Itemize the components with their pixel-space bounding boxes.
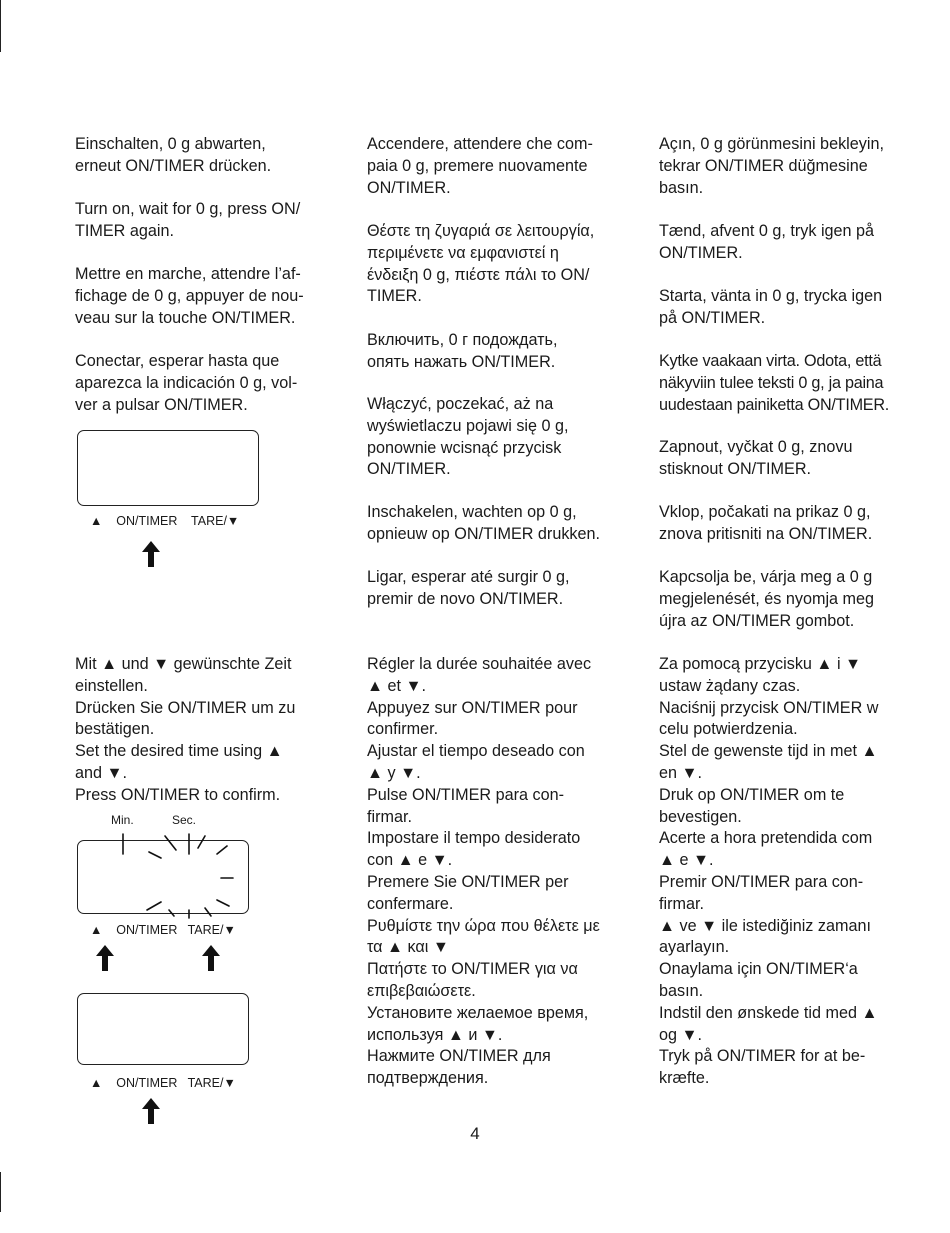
instruction-nl-turn-on: Inschakelen, wachten op 0 g, opnieuw op ON/TIMER drukken. <box>367 503 601 543</box>
crop-mark-bottom <box>0 1172 1 1212</box>
button-labels-1: ▲ ON/TIMER TARE/▼ <box>90 514 240 528</box>
lcd-display-3 <box>77 993 249 1065</box>
instruction-set-time-multi-2: Za pomocą przycisku ▲ i ▼ ustaw żądany czas. Naciśnij przycisk ON/TIMER w celu potwierdzenia. Stel de gewenste tijd in met ▲ en ▼. Druk op ON/TIMER om te bevestigen. Acerte a hora pretendida com ▲ e ▼. Premir ON/TIMER para con- firmar. ▲ ve ▼ ile istediğiniz zamanı ayarlayın. Onaylama için ON/TIMER‘a basın. Indstil den ønskede tid med ▲ og ▼. Tryk på ON/TIMER for at be- kræfte. <box>659 655 879 1088</box>
button-labels-2: ▲ ON/TIMER TARE/▼ <box>90 923 236 937</box>
instruction-pl-turn-on: Włączyć, poczekać, aż na wyświetlaczu pojawi się 0 g, ponownie wcisnąć przycisk ON/TIMER. <box>367 395 569 479</box>
arrow-up-icon <box>96 945 114 971</box>
page-number: 4 <box>470 1124 480 1143</box>
instruction-el-turn-on: Θέστε τη ζυγαριά σε λειτουργία, περιμένετε να εμφανιστεί η ένδειξη 0 g, πιέστε πάλι το ON/ TIMER. <box>367 222 595 306</box>
sec-label: Sec. <box>172 813 197 827</box>
instruction-sv-turn-on: Starta, vänta in 0 g, trycka igen på ON/TIMER. <box>659 287 883 327</box>
instruction-de-en-set-time: Mit ▲ und ▼ gewünschte Zeit einstellen. Drücken Sie ON/TIMER um zu bestätigen. Set the desired time using ▲ and ▼. Press ON/TIMER to confirm. <box>75 655 296 804</box>
instruction-en-turn-on: Turn on, wait for 0 g, press ON/ TIMER again. <box>75 200 301 240</box>
instruction-hu-turn-on: Kapcsolja be, várja meg a 0 g megjelenését, és nyomja meg újra az ON/TIMER gombot. <box>659 568 875 630</box>
instruction-de-turn-on: Einschalten, 0 g abwarten, erneut ON/TIMER drücken. <box>75 135 272 175</box>
lcd-display-1 <box>77 430 259 506</box>
min-label: Min. <box>111 813 134 827</box>
arrow-up-icon <box>142 541 160 567</box>
instruction-ru-turn-on: Включить, 0 г подождать, опять нажать ON/TIMER. <box>367 331 558 371</box>
instruction-it-turn-on: Accendere, attendere che com- paia 0 g, premere nuovamente ON/TIMER. <box>367 135 593 197</box>
instruction-fr-turn-on: Mettre en marche, attendre l’af- fichage de 0 g, appuyer de nou- veau sur la touche ON/TIMER. <box>75 265 304 327</box>
instruction-da-turn-on: Tænd, afvent 0 g, tryk igen på ON/TIMER. <box>659 222 875 262</box>
instruction-cs-turn-on: Zapnout, vyčkat 0 g, znovu stisknout ON/TIMER. <box>659 438 853 478</box>
crop-mark-top <box>0 0 1 52</box>
arrow-up-icon <box>142 1098 160 1124</box>
instruction-es-turn-on: Conectar, esperar hasta que aparezca la indicación 0 g, vol- ver a pulsar ON/TIMER. <box>75 352 298 414</box>
instruction-tr-turn-on: Açın, 0 g görünmesini bekleyin, tekrar ON/TIMER düğmesine basın. <box>659 135 884 197</box>
flashing-segments-icon <box>77 826 249 926</box>
instruction-pt-turn-on: Ligar, esperar até surgir 0 g, premir de novo ON/TIMER. <box>367 568 570 608</box>
arrow-up-icon <box>202 945 220 971</box>
button-labels-3: ▲ ON/TIMER TARE/▼ <box>90 1076 236 1090</box>
instruction-fi-turn-on: Kytke vaakaan virta. Odota, että näkyviin tulee teksti 0 g, ja paina uudestaan painiketta ON/TIMER. <box>659 352 890 414</box>
instruction-sl-turn-on: Vklop, počakati na prikaz 0 g, znova pritisniti na ON/TIMER. <box>659 503 873 543</box>
instruction-set-time-multi: Régler la durée souhaitée avec ▲ et ▼. Appuyez sur ON/TIMER pour confirmer. Ajustar el tiempo deseado con ▲ y ▼. Pulse ON/TIMER para con- firmar. Impostare il tempo desiderato con ▲ e ▼. Premere Sie ON/TIMER per confermare. Ρυθμίστε την ώρα που θέλετε με τα ▲ και ▼ Πατήστε το ON/TIMER για να επιβεβαιώσετε. Установите желаемое время, используя ▲ и ▼. Нажмите ON/TIMER для подтверждения. <box>367 655 600 1088</box>
